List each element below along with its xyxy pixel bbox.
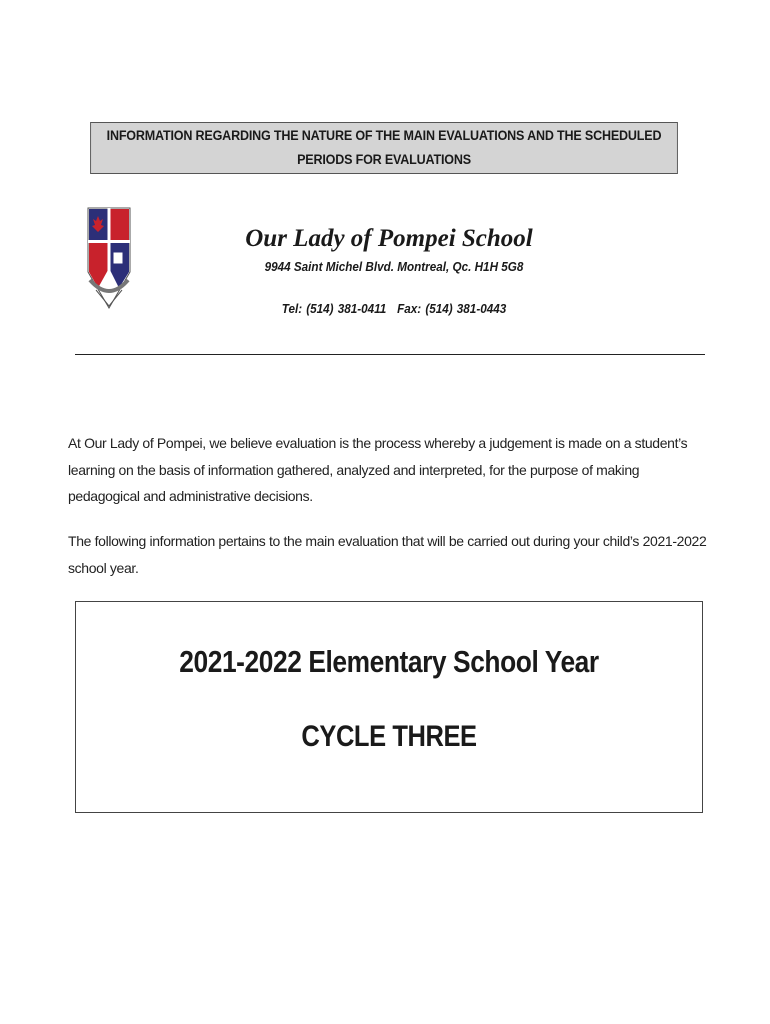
- intro-paragraph: At Our Lady of Pompei, we believe evaluation is the process whereby a judgement is made on a student’s learning on the basis of information gathered, analyzed and interpreted, for the purpose of making pedagogical and administrative decisions.: [68, 435, 688, 504]
- cycle-box: [75, 601, 703, 813]
- school-crest-icon: [86, 206, 132, 310]
- school-fax: Fax: (514) 381-0443: [397, 301, 507, 316]
- school-address: 9944 Saint Michel Blvd. Montreal, Qc. H1H 5G8: [264, 259, 524, 274]
- header-title: INFORMATION REGARDING THE NATURE OF THE MAIN EVALUATIONS AND THE SCHEDULED PERIODS FOR EVALUATIONS: [106, 128, 662, 167]
- school-contact: [39, 301, 732, 316]
- school-year-title: 2021-2022 Elementary School Year: [179, 644, 599, 679]
- header-divider: [75, 354, 705, 355]
- document-header: [90, 122, 678, 174]
- school-name: Our Lady of Pompei School: [245, 225, 533, 252]
- info-paragraph: The following information pertains to the main evaluation that will be carried out during your child’s 2021-2022 school year.: [68, 533, 707, 576]
- school-tel: Tel: (514) 381-0411: [281, 301, 387, 316]
- cycle-title: CYCLE THREE: [301, 720, 477, 753]
